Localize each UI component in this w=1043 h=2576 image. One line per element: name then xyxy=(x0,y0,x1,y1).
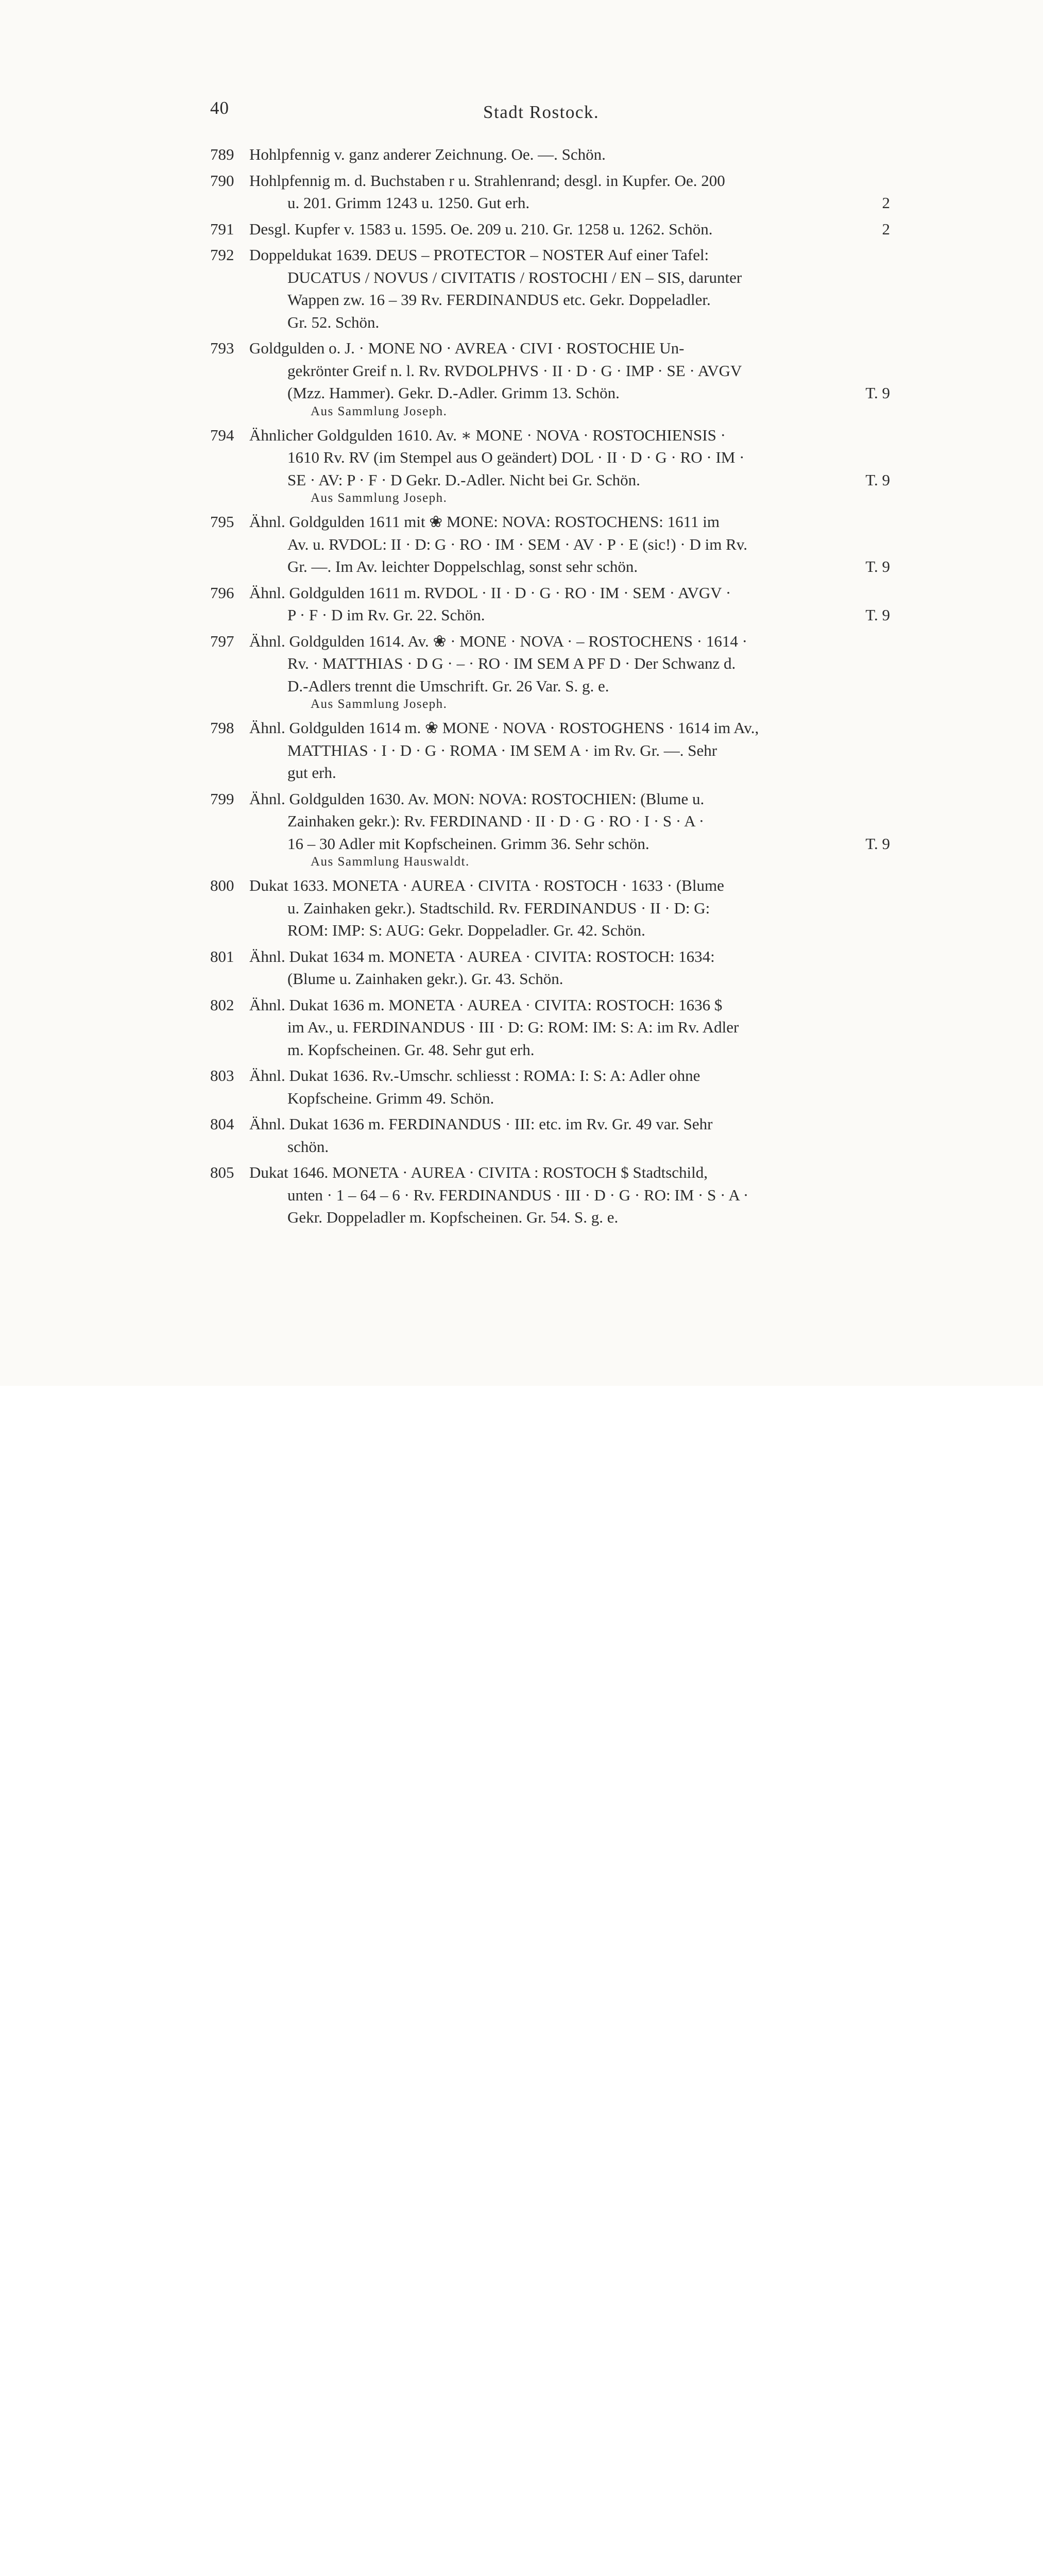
entry-text-line xyxy=(210,424,890,447)
entry-text-line xyxy=(210,788,890,810)
catalog-entry xyxy=(210,218,890,241)
entry-text-line xyxy=(210,968,890,990)
entry-text: m. Kopfscheinen. Gr. 48. Sehr gut erh. xyxy=(287,1040,535,1059)
entry-text: im Av., u. FERDINANDUS · III · D: G: ROM: IM: S: A: im Rv. Adler xyxy=(287,1018,739,1036)
entry-text-line xyxy=(210,360,890,382)
entry-text-line xyxy=(210,739,890,762)
provenance-note: Aus Sammlung Joseph. xyxy=(311,697,448,711)
entry-text-line xyxy=(210,192,890,214)
entry-text-line xyxy=(210,761,890,784)
entry-text-line xyxy=(210,266,890,289)
entry-text: Wappen zw. 16 – 39 Rv. FERDINANDUS etc. Gekr. Doppeladler. xyxy=(287,291,711,309)
entry-number: 793 xyxy=(210,339,234,357)
catalog-entry xyxy=(210,143,890,166)
catalog-entry xyxy=(210,1113,890,1158)
provenance-note: Aus Sammlung Joseph. xyxy=(311,404,448,418)
entry-text-line xyxy=(210,1161,890,1184)
entry-number: 789 xyxy=(210,145,234,163)
entry-text: gut erh. xyxy=(287,764,336,782)
entry-text-line xyxy=(210,810,890,833)
entry-text: u. 201. Grimm 1243 u. 1250. Gut erh. xyxy=(287,194,530,212)
entry-text-line xyxy=(210,717,890,739)
catalog-entry xyxy=(210,945,890,990)
catalog-entry xyxy=(210,1161,890,1229)
entry-text: Ähnlicher Goldgulden 1610. Av. ∗ MONE · NOVA · ROSTOCHIENSIS · xyxy=(249,426,726,444)
entry-number: 800 xyxy=(210,876,234,894)
plate-reference: T. 9 xyxy=(865,557,890,575)
entry-text-line xyxy=(210,919,890,942)
catalog-entry xyxy=(210,582,890,626)
entry-text: Hohlpfennig v. ganz anderer Zeichnung. Oe. —. Schön. xyxy=(249,145,606,163)
provenance-note: Aus Sammlung Hauswaldt. xyxy=(311,855,470,869)
entry-text: Hohlpfennig m. d. Buchstaben r u. Strahlenrand; desgl. in Kupfer. Oe. 200 xyxy=(249,171,725,190)
entry-text: ROM: IMP: S: AUG: Gekr. Doppeladler. Gr. 42. Schön. xyxy=(287,921,645,939)
entry-text: 16 – 30 Adler mit Kopfscheinen. Grimm 36. Sehr schön. xyxy=(287,834,649,853)
plate-reference: T. 9 xyxy=(865,606,890,624)
entry-number: 790 xyxy=(210,171,234,190)
entry-text: gekrönter Greif n. l. Rv. RVDOLPHVS · II · D · G · IMP · SE · AVGV xyxy=(287,361,742,380)
entry-text-line xyxy=(210,945,890,968)
entry-number: 805 xyxy=(210,1163,234,1181)
entry-text: Ähnl. Dukat 1634 m. MONETA · AUREA · CIVITA: ROSTOCH: 1634: xyxy=(249,947,715,965)
entry-text: u. Zainhaken gekr.). Stadtschild. Rv. FERDINANDUS · II · D: G: xyxy=(287,899,710,917)
entry-number: 801 xyxy=(210,947,234,965)
entry-text-line xyxy=(210,582,890,604)
entry-text-line xyxy=(210,511,890,533)
entry-text-line xyxy=(210,289,890,311)
entry-text: Zainhaken gekr.): Rv. FERDINAND · II · D · G · RO · I · S · A · xyxy=(287,812,705,830)
entry-text-line xyxy=(210,833,890,855)
entry-text: Av. u. RVDOL: II · D: G · RO · IM · SEM · AV · P · E (sic!) · D im Rv. xyxy=(287,535,748,553)
entry-text-line xyxy=(210,1184,890,1207)
catalog-entry xyxy=(210,788,890,871)
entry-number: 799 xyxy=(210,789,234,808)
entry-text-line xyxy=(210,533,890,556)
entry-text-line xyxy=(210,874,890,897)
entry-text-line xyxy=(210,311,890,334)
entry-text: Ähnl. Goldgulden 1614 m. ❀ MONE · NOVA · ROSTOGHENS · 1614 im Av., xyxy=(249,719,759,737)
entry-text-line xyxy=(210,170,890,192)
provenance-note: Aus Sammlung Joseph. xyxy=(311,491,448,505)
entry-text: Desgl. Kupfer v. 1583 u. 1595. Oe. 209 u. 210. Gr. 1258 u. 1262. Schön. xyxy=(249,219,713,238)
catalog-entry xyxy=(210,244,890,333)
catalog-entry xyxy=(210,424,890,507)
plate-reference: T. 9 xyxy=(865,470,890,489)
catalog-entry xyxy=(210,717,890,784)
entry-number: 802 xyxy=(210,995,234,1014)
entry-text-line xyxy=(210,446,890,469)
entry-text-line xyxy=(210,630,890,653)
entry-text-line xyxy=(210,1016,890,1039)
entry-text: Gr. —. Im Av. leichter Doppelschlag, sonst sehr schön. xyxy=(287,557,638,575)
entry-text-line xyxy=(210,1064,890,1087)
entry-number: 798 xyxy=(210,719,234,737)
entry-text: Rv. · MATTHIAS · D G · – · RO · IM SEM A PF D · Der Schwanz d. xyxy=(287,654,736,672)
entry-text: unten · 1 – 64 – 6 · Rv. FERDINANDUS · III · D · G · RO: IM · S · A · xyxy=(287,1185,749,1204)
entry-text-line xyxy=(210,604,890,626)
entry-text-line xyxy=(210,555,890,578)
entry-text: Dukat 1633. MONETA · AUREA · CIVITA · ROSTOCH · 1633 · (Blume xyxy=(249,876,724,894)
entry-text: Kopfscheine. Grimm 49. Schön. xyxy=(287,1089,494,1107)
entry-text: Goldgulden o. J. · MONE NO · AVREA · CIVI · ROSTOCHIE Un- xyxy=(249,339,685,357)
entry-text-line xyxy=(210,1113,890,1136)
entry-text: Dukat 1646. MONETA · AUREA · CIVITA : ROSTOCH $ Stadtschild, xyxy=(249,1163,708,1181)
entry-text-line xyxy=(210,1087,890,1110)
entry-text-line xyxy=(210,218,890,241)
entry-text: Ähnl. Goldgulden 1611 mit ❀ MONE: NOVA: ROSTOCHENS: 1611 im xyxy=(249,513,720,531)
entry-number: 803 xyxy=(210,1066,234,1084)
catalog-entry xyxy=(210,1064,890,1109)
entry-number: 792 xyxy=(210,246,234,264)
entry-text: Ähnl. Goldgulden 1611 m. RVDOL · II · D · G · RO · IM · SEM · AVGV · xyxy=(249,583,731,602)
entry-text-line xyxy=(210,337,890,360)
entry-number: 795 xyxy=(210,513,234,531)
plate-reference: 2 xyxy=(882,219,890,238)
plate-reference: T. 9 xyxy=(865,834,890,853)
entry-number: 804 xyxy=(210,1115,234,1133)
entry-text-line xyxy=(210,652,890,675)
entry-text-line xyxy=(210,143,890,166)
catalog-entry xyxy=(210,170,890,214)
catalog-entry xyxy=(210,994,890,1061)
entry-text-line xyxy=(210,1039,890,1061)
entry-text: Ähnl. Goldgulden 1630. Av. MON: NOVA: ROSTOCHIEN: (Blume u. xyxy=(249,789,705,808)
entry-text: Ähnl. Goldgulden 1614. Av. ❀ · MONE · NOVA · – ROSTOCHENS · 1614 · xyxy=(249,632,747,650)
entry-text: Ähnl. Dukat 1636 m. FERDINANDUS · III: etc. im Rv. Gr. 49 var. Sehr xyxy=(249,1115,713,1133)
entry-number: 791 xyxy=(210,219,234,238)
catalog-entry xyxy=(210,511,890,578)
entry-text-line xyxy=(210,897,890,920)
entry-text: MATTHIAS · I · D · G · ROMA · IM SEM A · im Rv. Gr. —. Sehr xyxy=(287,741,717,759)
catalog-entry xyxy=(210,630,890,714)
entry-text: SE · AV: P · F · D Gekr. D.-Adler. Nicht bei Gr. Schön. xyxy=(287,470,640,489)
entry-text: Gekr. Doppeladler m. Kopfscheinen. Gr. 54. S. g. e. xyxy=(287,1208,619,1226)
entry-text: DUCATUS / NOVUS / CIVITATIS / ROSTOCHI / EN – SIS, darunter xyxy=(287,268,742,286)
entry-text-line xyxy=(210,994,890,1016)
entry-text-line xyxy=(210,1136,890,1158)
running-head: Stadt Rostock. xyxy=(483,102,600,122)
entry-number: 794 xyxy=(210,426,234,444)
entry-text: (Mzz. Hammer). Gekr. D.-Adler. Grimm 13. Schön. xyxy=(287,384,620,402)
plate-reference: T. 9 xyxy=(865,384,890,402)
entry-text: Doppeldukat 1639. DEUS – PROTECTOR – NOSTER Auf einer Tafel: xyxy=(249,246,709,264)
catalog-entry xyxy=(210,874,890,942)
entry-text: Gr. 52. Schön. xyxy=(287,313,380,331)
entry-text-line xyxy=(210,244,890,266)
entry-text-line xyxy=(210,382,890,404)
entry-text-line xyxy=(210,675,890,698)
entry-text: schön. xyxy=(287,1137,329,1156)
entry-text: Ähnl. Dukat 1636. Rv.-Umschr. schliesst : ROMA: I: S: A: Adler ohne xyxy=(249,1066,700,1084)
footer xyxy=(0,1386,1043,1463)
entry-text: Ähnl. Dukat 1636 m. MONETA · AUREA · CIVITA: ROSTOCH: 1636 $ xyxy=(249,995,723,1014)
entry-text: D.-Adlers trennt die Umschrift. Gr. 26 Var. S. g. e. xyxy=(287,676,609,695)
entry-text-line xyxy=(210,1206,890,1229)
entry-text: 1610 Rv. RV (im Stempel aus O geändert) DOL · II · D · G · RO · IM · xyxy=(287,448,745,466)
entry-number: 796 xyxy=(210,583,234,602)
page-number: 40 xyxy=(210,98,229,118)
entry-number: 797 xyxy=(210,632,234,650)
entry-text-line xyxy=(210,469,890,492)
plate-reference: 2 xyxy=(882,194,890,212)
entry-text: (Blume u. Zainhaken gekr.). Gr. 43. Schön. xyxy=(287,970,563,988)
catalog-entry xyxy=(210,337,890,420)
catalog-entries xyxy=(210,143,890,1232)
entry-text: P · F · D im Rv. Gr. 22. Schön. xyxy=(287,606,485,624)
